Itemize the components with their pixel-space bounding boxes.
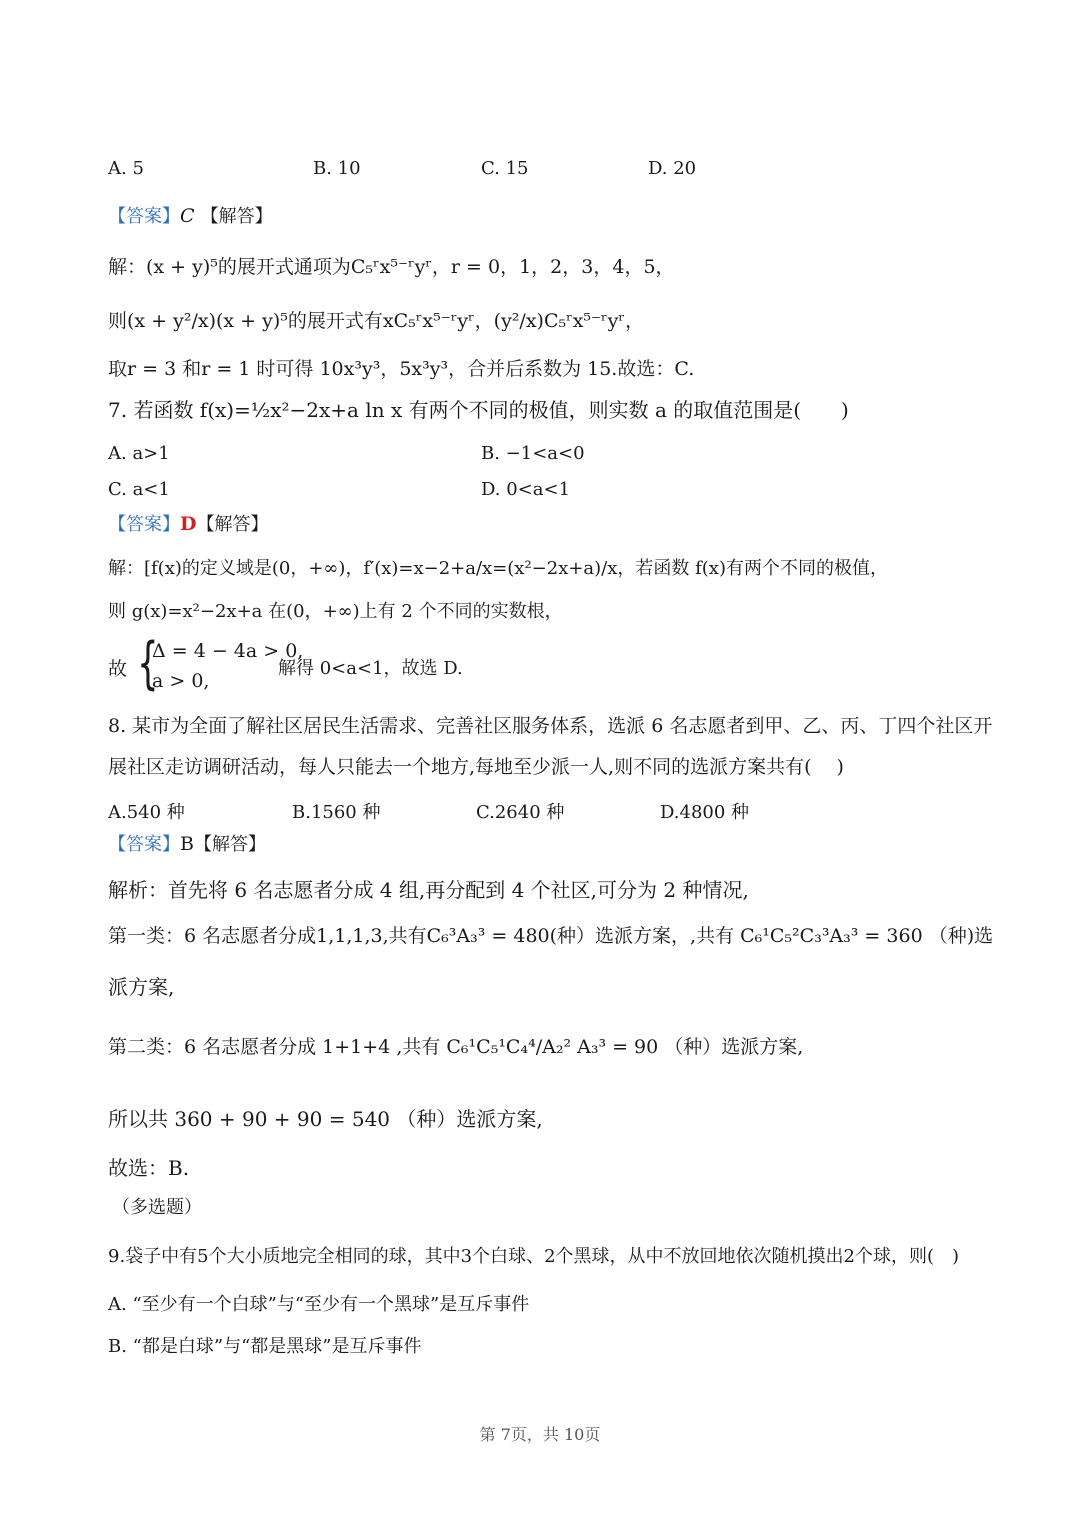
answer-value: B bbox=[180, 833, 194, 855]
q9-stem: 9.袋子中有5个大小质地完全相同的球，其中3个白球、2个黑球，从中不放回地依次随机摸出2个球，则( ) bbox=[108, 1246, 960, 1267]
answer-value: C bbox=[180, 205, 195, 227]
q7-solution-line-1: 解：[f(x)的定义域是(0，+∞)，f′(x)=x−2+a/x=(x²−2x+a)/x，若函数 f(x)有两个不同的极值， bbox=[108, 558, 888, 579]
q8-option-d: D.4800 种 bbox=[660, 802, 750, 823]
q6-answer-line bbox=[108, 205, 273, 228]
section-title: （多选题） bbox=[112, 1197, 202, 1218]
q6-solution-line-3: 取r = 3 和r = 1 时可得 10x³y³，5x³y³，合并后系数为 15.故选：C. bbox=[108, 358, 695, 380]
q8-stem-line-1: 8. 某市为全面了解社区居民生活需求、完善社区服务体系，选派 6 名志愿者到甲、乙、丙、丁四个社区开 bbox=[108, 715, 993, 737]
q7-stem: 7. 若函数 f(x)=½x²−2x+a ln x 有两个不同的极值，则实数 a 的取值范围是( ) bbox=[108, 398, 849, 422]
q6-option-a: A. 5 bbox=[108, 158, 144, 179]
answer-tag: 【答案】 bbox=[108, 834, 180, 855]
solution-tag: 【解答】 bbox=[200, 206, 273, 227]
answer-tag: 【答案】 bbox=[108, 514, 180, 535]
q8-solution-line-3: 派方案, bbox=[108, 975, 175, 999]
q8-solution-line-4: 第二类：6 名志愿者分成 1+1+4 ,共有 C₆¹C₅¹C₄⁴/A₂² A₃³ = 90 （种）选派方案, bbox=[108, 1036, 804, 1058]
system-row-2: a > 0, bbox=[152, 670, 210, 692]
page-footer: 第 7页，共 10页 bbox=[479, 1425, 601, 1444]
q8-solution-line-6: 故选：B. bbox=[108, 1156, 190, 1180]
q7-option-b: B. −1<a<0 bbox=[481, 443, 585, 464]
q8-stem-line-2: 展社区走访调研活动，每人只能去一个地方,每地至少派一人,则不同的选派方案共有( ) bbox=[108, 756, 844, 778]
q8-option-a: A.540 种 bbox=[108, 802, 185, 823]
q6-solution-line-1: 解：(x + y)⁵的展开式通项为C₅ʳx⁵⁻ʳyʳ，r = 0，1，2，3，4，5， bbox=[108, 256, 675, 278]
q8-solution-line-5: 所以共 360 + 90 + 90 = 540 （种）选派方案, bbox=[108, 1107, 543, 1131]
q6-option-d: D. 20 bbox=[648, 158, 697, 179]
q8-option-b: B.1560 种 bbox=[292, 802, 381, 823]
q6-solution-line-2: 则(x + y²/x)(x + y)⁵的展开式有xC₅ʳx⁵⁻ʳyʳ，(y²/x)C₅ʳx⁵⁻ʳyʳ， bbox=[108, 310, 644, 332]
solution-tag: 【解答】 bbox=[193, 834, 266, 855]
answer-tag: 【答案】 bbox=[108, 206, 180, 227]
solution-tag: 【解答】 bbox=[196, 514, 269, 535]
q8-option-c: C.2640 种 bbox=[476, 802, 565, 823]
q7-answer-line bbox=[108, 513, 268, 536]
q6-option-c: C. 15 bbox=[481, 158, 529, 179]
q8-solution-line-2: 第一类：6 名志愿者分成1,1,1,3,共有C₆³A₃³ = 480(种）选派方案，,共有 C₆¹C₅²C₃³A₃³ = 360 （种)选 bbox=[108, 925, 994, 947]
q7-solution-line-2: 则 g(x)=x²−2x+a 在(0，+∞)上有 2 个不同的实数根， bbox=[108, 601, 563, 622]
left-brace-icon: { bbox=[137, 631, 159, 696]
answer-value: D bbox=[180, 513, 197, 535]
system-conclusion: 解得 0<a<1，故选 D. bbox=[278, 658, 463, 679]
q8-answer-line bbox=[108, 833, 266, 856]
q7-option-d: D. 0<a<1 bbox=[481, 479, 571, 500]
q9-option-a: A. “至少有一个白球”与“至少有一个黑球”是互斥事件 bbox=[108, 1294, 530, 1315]
system-row-1: Δ = 4 − 4a > 0, bbox=[152, 640, 304, 662]
q9-option-b: B. “都是白球”与“都是黑球”是互斥事件 bbox=[108, 1336, 422, 1357]
q8-solution-line-1: 解析：首先将 6 名志愿者分成 4 组,再分配到 4 个社区,可分为 2 种情况, bbox=[108, 878, 749, 902]
system-prefix: 故 bbox=[108, 658, 128, 680]
q6-option-b: B. 10 bbox=[313, 158, 361, 179]
q7-option-a: A. a>1 bbox=[108, 443, 170, 464]
q7-option-c: C. a<1 bbox=[108, 479, 170, 500]
